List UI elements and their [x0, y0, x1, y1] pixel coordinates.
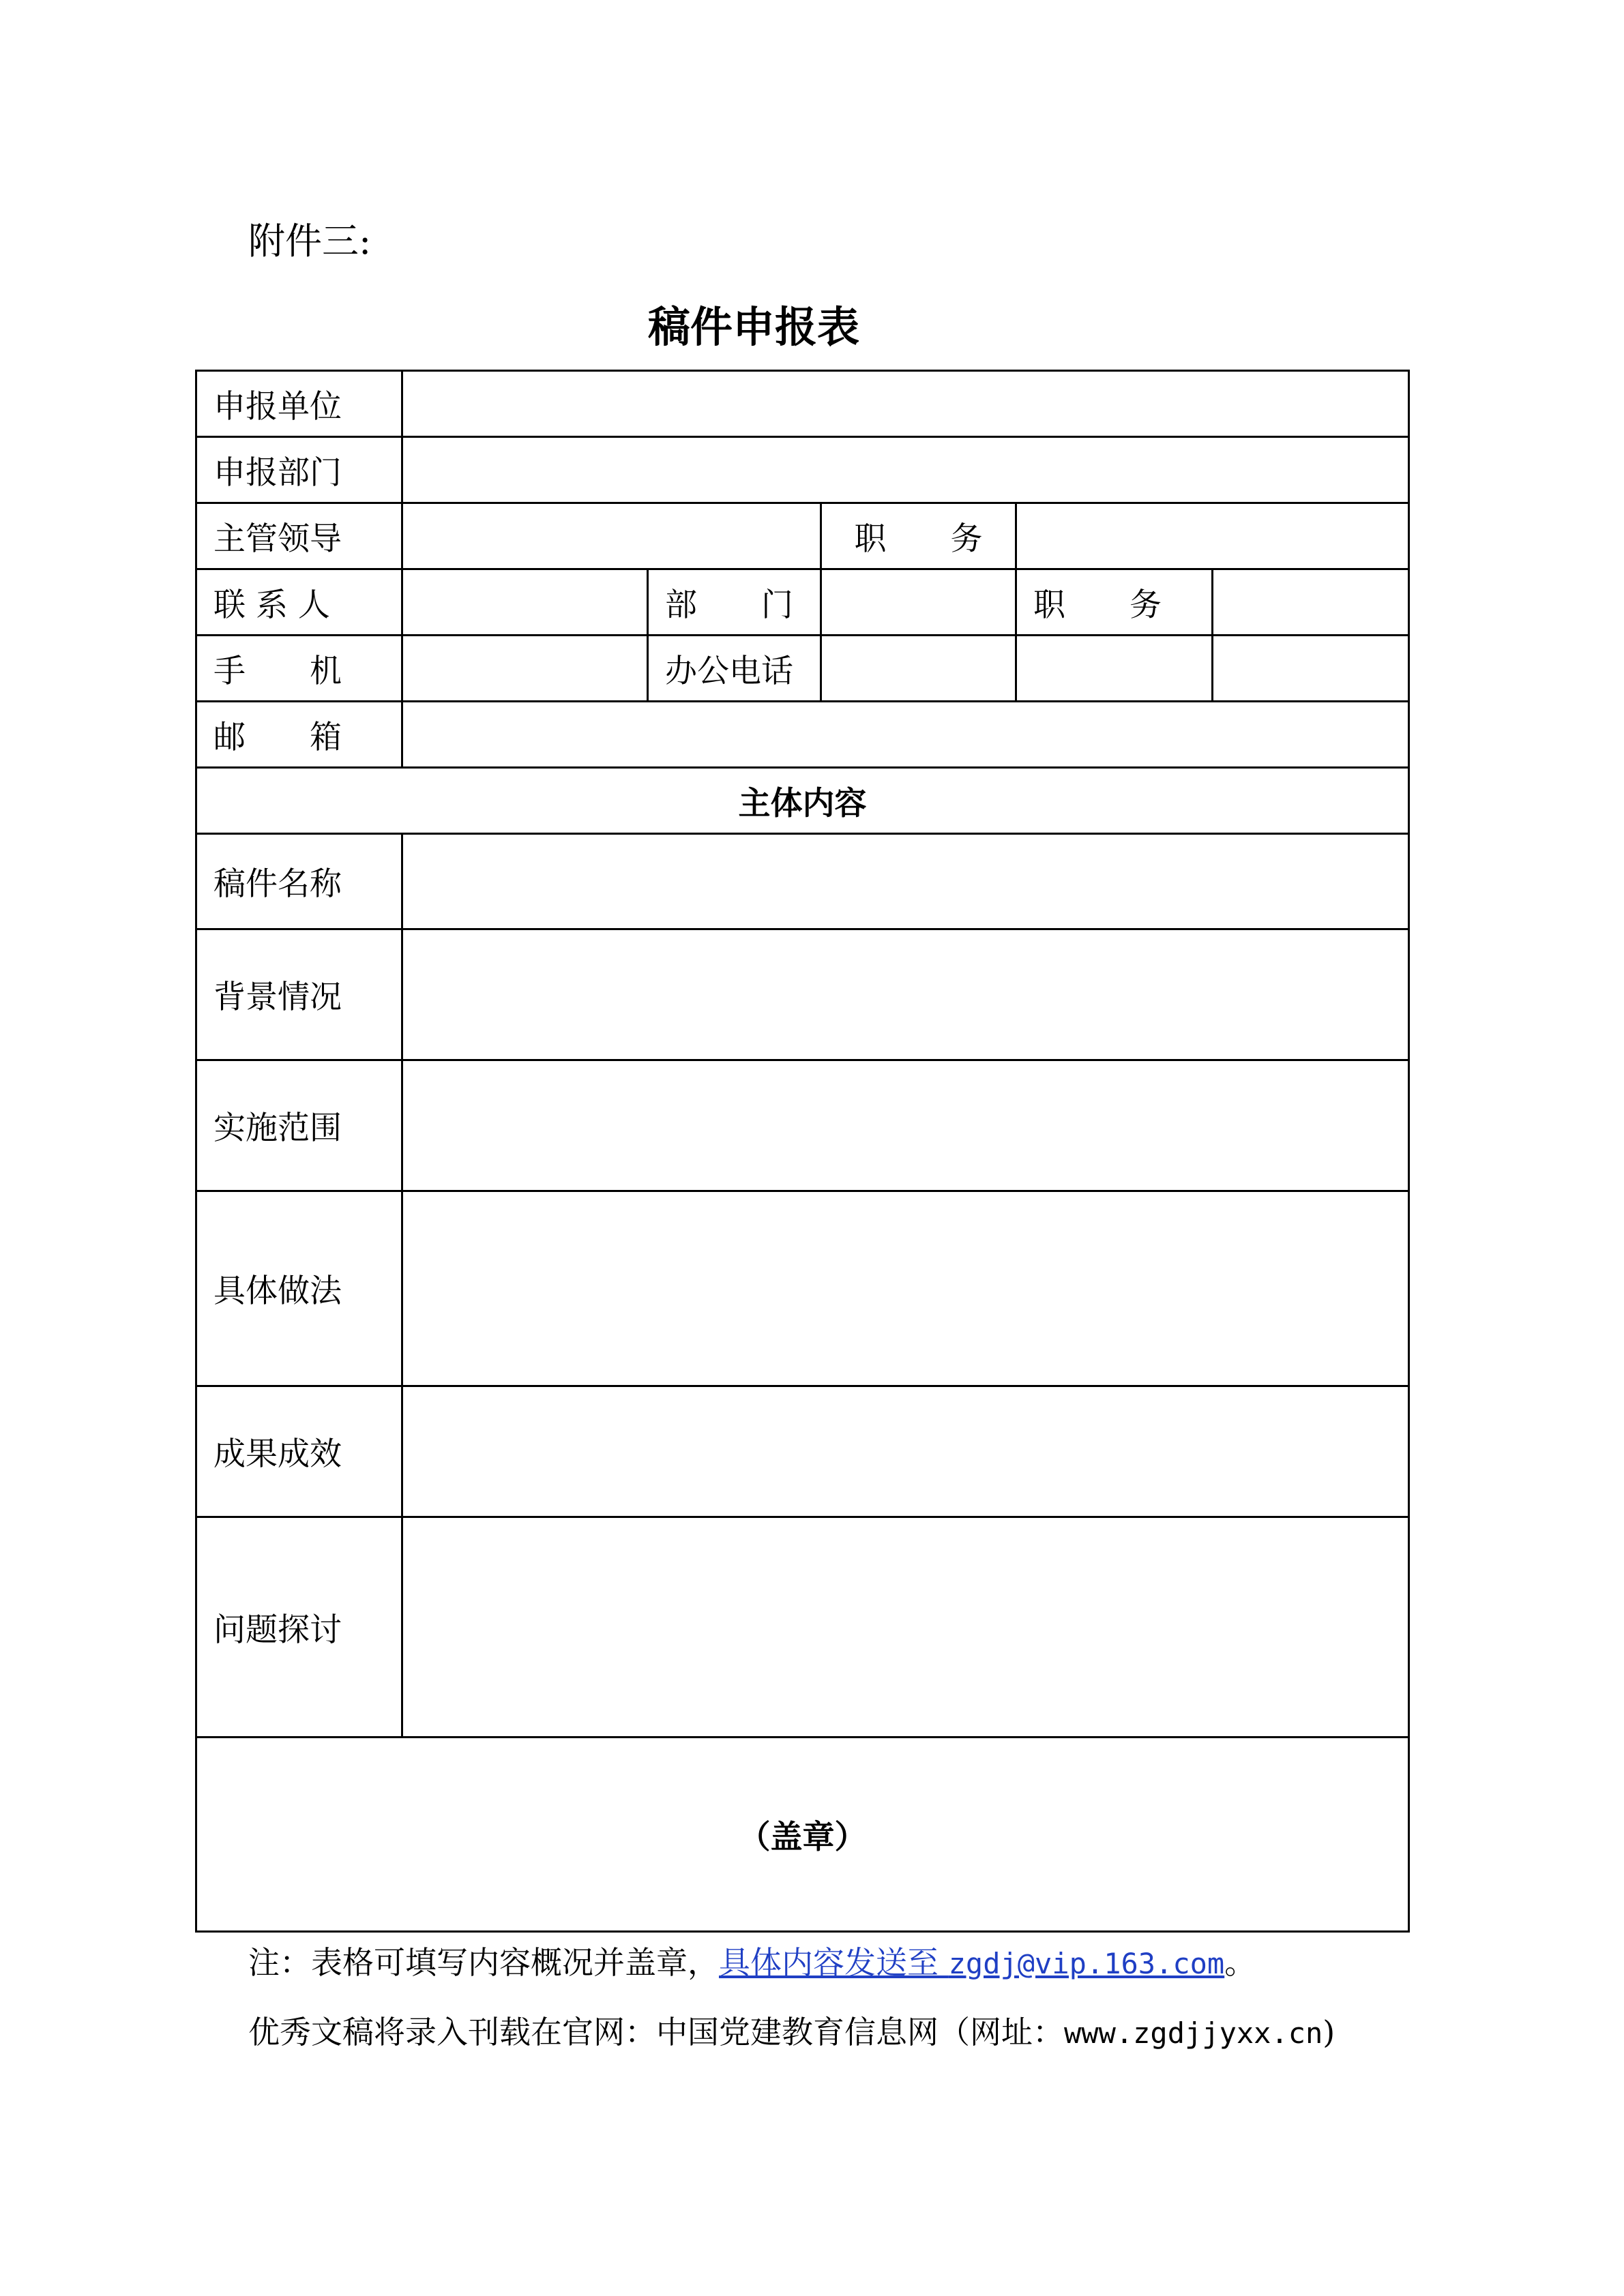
field-department[interactable] [402, 437, 1409, 503]
website-url: www.zgdjjyxx.cn [1064, 2016, 1323, 2050]
field-results[interactable] [402, 1386, 1409, 1517]
attachment-label: 附件三: [248, 220, 372, 263]
row-department [196, 437, 1409, 503]
field-leader[interactable] [402, 503, 821, 569]
row-scope [196, 1060, 1409, 1191]
row-seal [196, 1738, 1409, 1932]
field-background[interactable] [402, 929, 1409, 1060]
note-website-text: 优秀文稿将录入刊载在官网：中国党建教育信息网（网址： [248, 2014, 1064, 2051]
row-issues [196, 1517, 1409, 1738]
field-issues[interactable] [402, 1517, 1409, 1738]
row-section-header [196, 768, 1409, 834]
section-title: 主体内容 [196, 768, 1409, 834]
label-results: 成果成效 [196, 1386, 402, 1517]
submit-email-link[interactable]: zgdj@vip.163.com [948, 1947, 1225, 1980]
note-prefix: 注：表格可填写内容概况并盖章， [248, 1944, 719, 1981]
label-leader: 主管领导 [196, 503, 402, 569]
seal-label: （盖章） [196, 1738, 1409, 1932]
row-manuscript-name [196, 834, 1409, 929]
row-methods [196, 1191, 1409, 1386]
form-title: 稿件申报表 [647, 302, 859, 352]
label-mobile: 手 机 [196, 636, 402, 702]
label-issues: 问题探讨 [196, 1517, 402, 1738]
row-phone [196, 636, 1409, 702]
label-leader-position: 职 务 [821, 503, 1016, 569]
field-office-phone[interactable] [821, 636, 1016, 702]
submission-form-table [195, 370, 1410, 1933]
label-scope: 实施范围 [196, 1060, 402, 1191]
label-contact-position: 职 务 [1016, 569, 1213, 636]
label-email: 邮 箱 [196, 702, 402, 768]
field-manuscript-name[interactable] [402, 834, 1409, 929]
field-methods[interactable] [402, 1191, 1409, 1386]
row-contact [196, 569, 1409, 636]
row-leader [196, 503, 1409, 569]
note-line-2 [248, 2010, 1335, 2055]
field-leader-position[interactable] [1016, 503, 1409, 569]
field-contact[interactable] [402, 569, 648, 636]
row-background [196, 929, 1409, 1060]
field-phone-extra-2[interactable] [1213, 636, 1409, 702]
submit-link-text: 具体内容发送至 [719, 1944, 939, 1981]
label-department: 申报部门 [196, 437, 402, 503]
field-email[interactable] [402, 702, 1409, 768]
field-mobile[interactable] [402, 636, 648, 702]
field-contact-position[interactable] [1213, 569, 1409, 636]
label-background: 背景情况 [196, 929, 402, 1060]
row-results [196, 1386, 1409, 1517]
label-contact: 联 系 人 [196, 569, 402, 636]
label-contact-dept: 部 门 [648, 569, 821, 636]
label-methods: 具体做法 [196, 1191, 402, 1386]
field-contact-dept[interactable] [821, 569, 1016, 636]
field-scope[interactable] [402, 1060, 1409, 1191]
note-website-suffix: ) [1323, 2014, 1335, 2051]
submit-link[interactable] [719, 1944, 1224, 1981]
note-suffix: 。 [1224, 1944, 1256, 1981]
label-unit: 申报单位 [196, 371, 402, 437]
note-line-1 [248, 1941, 1256, 1986]
label-manuscript-name: 稿件名称 [196, 834, 402, 929]
field-unit[interactable] [402, 371, 1409, 437]
label-office-phone: 办公电话 [648, 636, 821, 702]
field-phone-extra-1[interactable] [1016, 636, 1213, 702]
row-unit [196, 371, 1409, 437]
row-email [196, 702, 1409, 768]
